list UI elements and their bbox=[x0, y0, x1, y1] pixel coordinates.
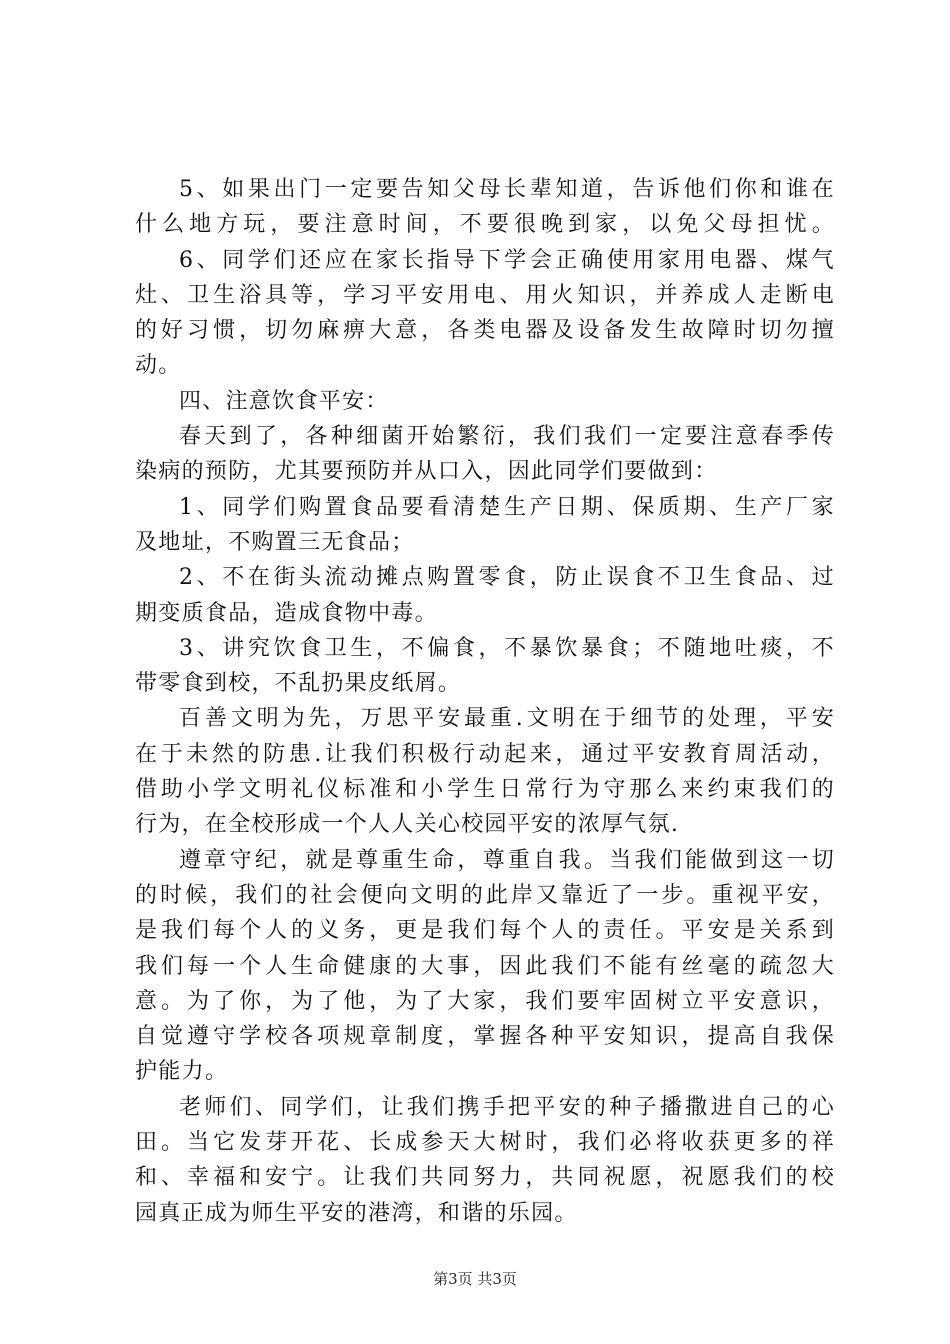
text-line: 灶、卫生浴具等，学习平安用电、用火知识，并养成人走断电 bbox=[135, 282, 835, 308]
text-line: 期变质食品，造成食物中毒。 bbox=[135, 600, 438, 626]
text-line: 百善文明为先，万思平安最重.文明在于细节的处理，平安 bbox=[179, 706, 835, 732]
text-line: 自觉遵守学校各项规章制度，掌握各种平安知识，提高自我保 bbox=[135, 1024, 835, 1050]
text-line: 染病的预防，尤其要预防并从口入，因此同学们要做到： bbox=[135, 459, 718, 485]
page-number-footer: 第3页 共3页 bbox=[433, 1270, 517, 1288]
text-line: 及地址，不购置三无食品； bbox=[135, 529, 415, 555]
text-line: 田。当它发芽开花、长成参天大树时，我们必将收获更多的祥 bbox=[135, 1130, 835, 1156]
text-line: 意。为了你，为了他，为了大家，我们要牢固树立平安意识， bbox=[135, 988, 835, 1014]
text-line: 园真正成为师生平安的港湾，和谐的乐园。 bbox=[135, 1200, 578, 1226]
text-line: 2、不在街头流动摊点购置零食，防止误食不卫生食品、过 bbox=[179, 565, 835, 591]
text-line: 和、幸福和安宁。让我们共同努力，共同祝愿，祝愿我们的校 bbox=[135, 1165, 835, 1191]
section-heading: 四、注意饮食平安： bbox=[179, 388, 389, 414]
text-line: 行为，在全校形成一个人人关心校园平安的浓厚气氛. bbox=[135, 812, 680, 838]
text-line: 我们每一个人生命健康的大事，因此我们不能有丝毫的疏忽大 bbox=[135, 953, 835, 979]
text-line: 动。 bbox=[135, 353, 182, 379]
text-line: 在于未然的防患.让我们积极行动起来，通过平安教育周活动， bbox=[135, 741, 835, 767]
text-line: 1、同学们购置食品要看清楚生产日期、保质期、生产厂家 bbox=[179, 494, 835, 520]
text-line: 老师们、同学们，让我们携手把平安的种子播撒进自己的心 bbox=[179, 1094, 835, 1120]
text-line: 的时候，我们的社会便向文明的此岸又靠近了一步。重视平安， bbox=[135, 882, 835, 908]
document-body bbox=[135, 172, 835, 1231]
text-line: 6、同学们还应在家长指导下学会正确使用家用电器、煤气 bbox=[179, 247, 835, 273]
text-line: 3、讲究饮食卫生，不偏食，不暴饮暴食；不随地吐痰，不 bbox=[179, 635, 835, 661]
text-line: 是我们每个人的义务，更是我们每个人的责任。平安是关系到 bbox=[135, 918, 835, 944]
text-line: 春天到了，各种细菌开始繁衍，我们我们一定要注意春季传 bbox=[179, 424, 835, 450]
text-line: 借助小学文明礼仪标准和小学生日常行为守那么来约束我们的 bbox=[135, 777, 835, 803]
text-line: 遵章守纪，就是尊重生命，尊重自我。当我们能做到这一切 bbox=[179, 847, 835, 873]
text-line: 5、如果出门一定要告知父母长辈知道，告诉他们你和谁在 bbox=[179, 177, 835, 202]
text-line: 什么地方玩，要注意时间，不要很晚到家，以免父母担忧。 bbox=[135, 212, 835, 238]
text-line: 的好习惯，切勿麻痹大意，各类电器及设备发生故障时切勿擅 bbox=[135, 318, 835, 344]
text-line: 带零食到校，不乱扔果皮纸屑。 bbox=[135, 671, 462, 697]
text-line: 护能力。 bbox=[135, 1059, 229, 1085]
